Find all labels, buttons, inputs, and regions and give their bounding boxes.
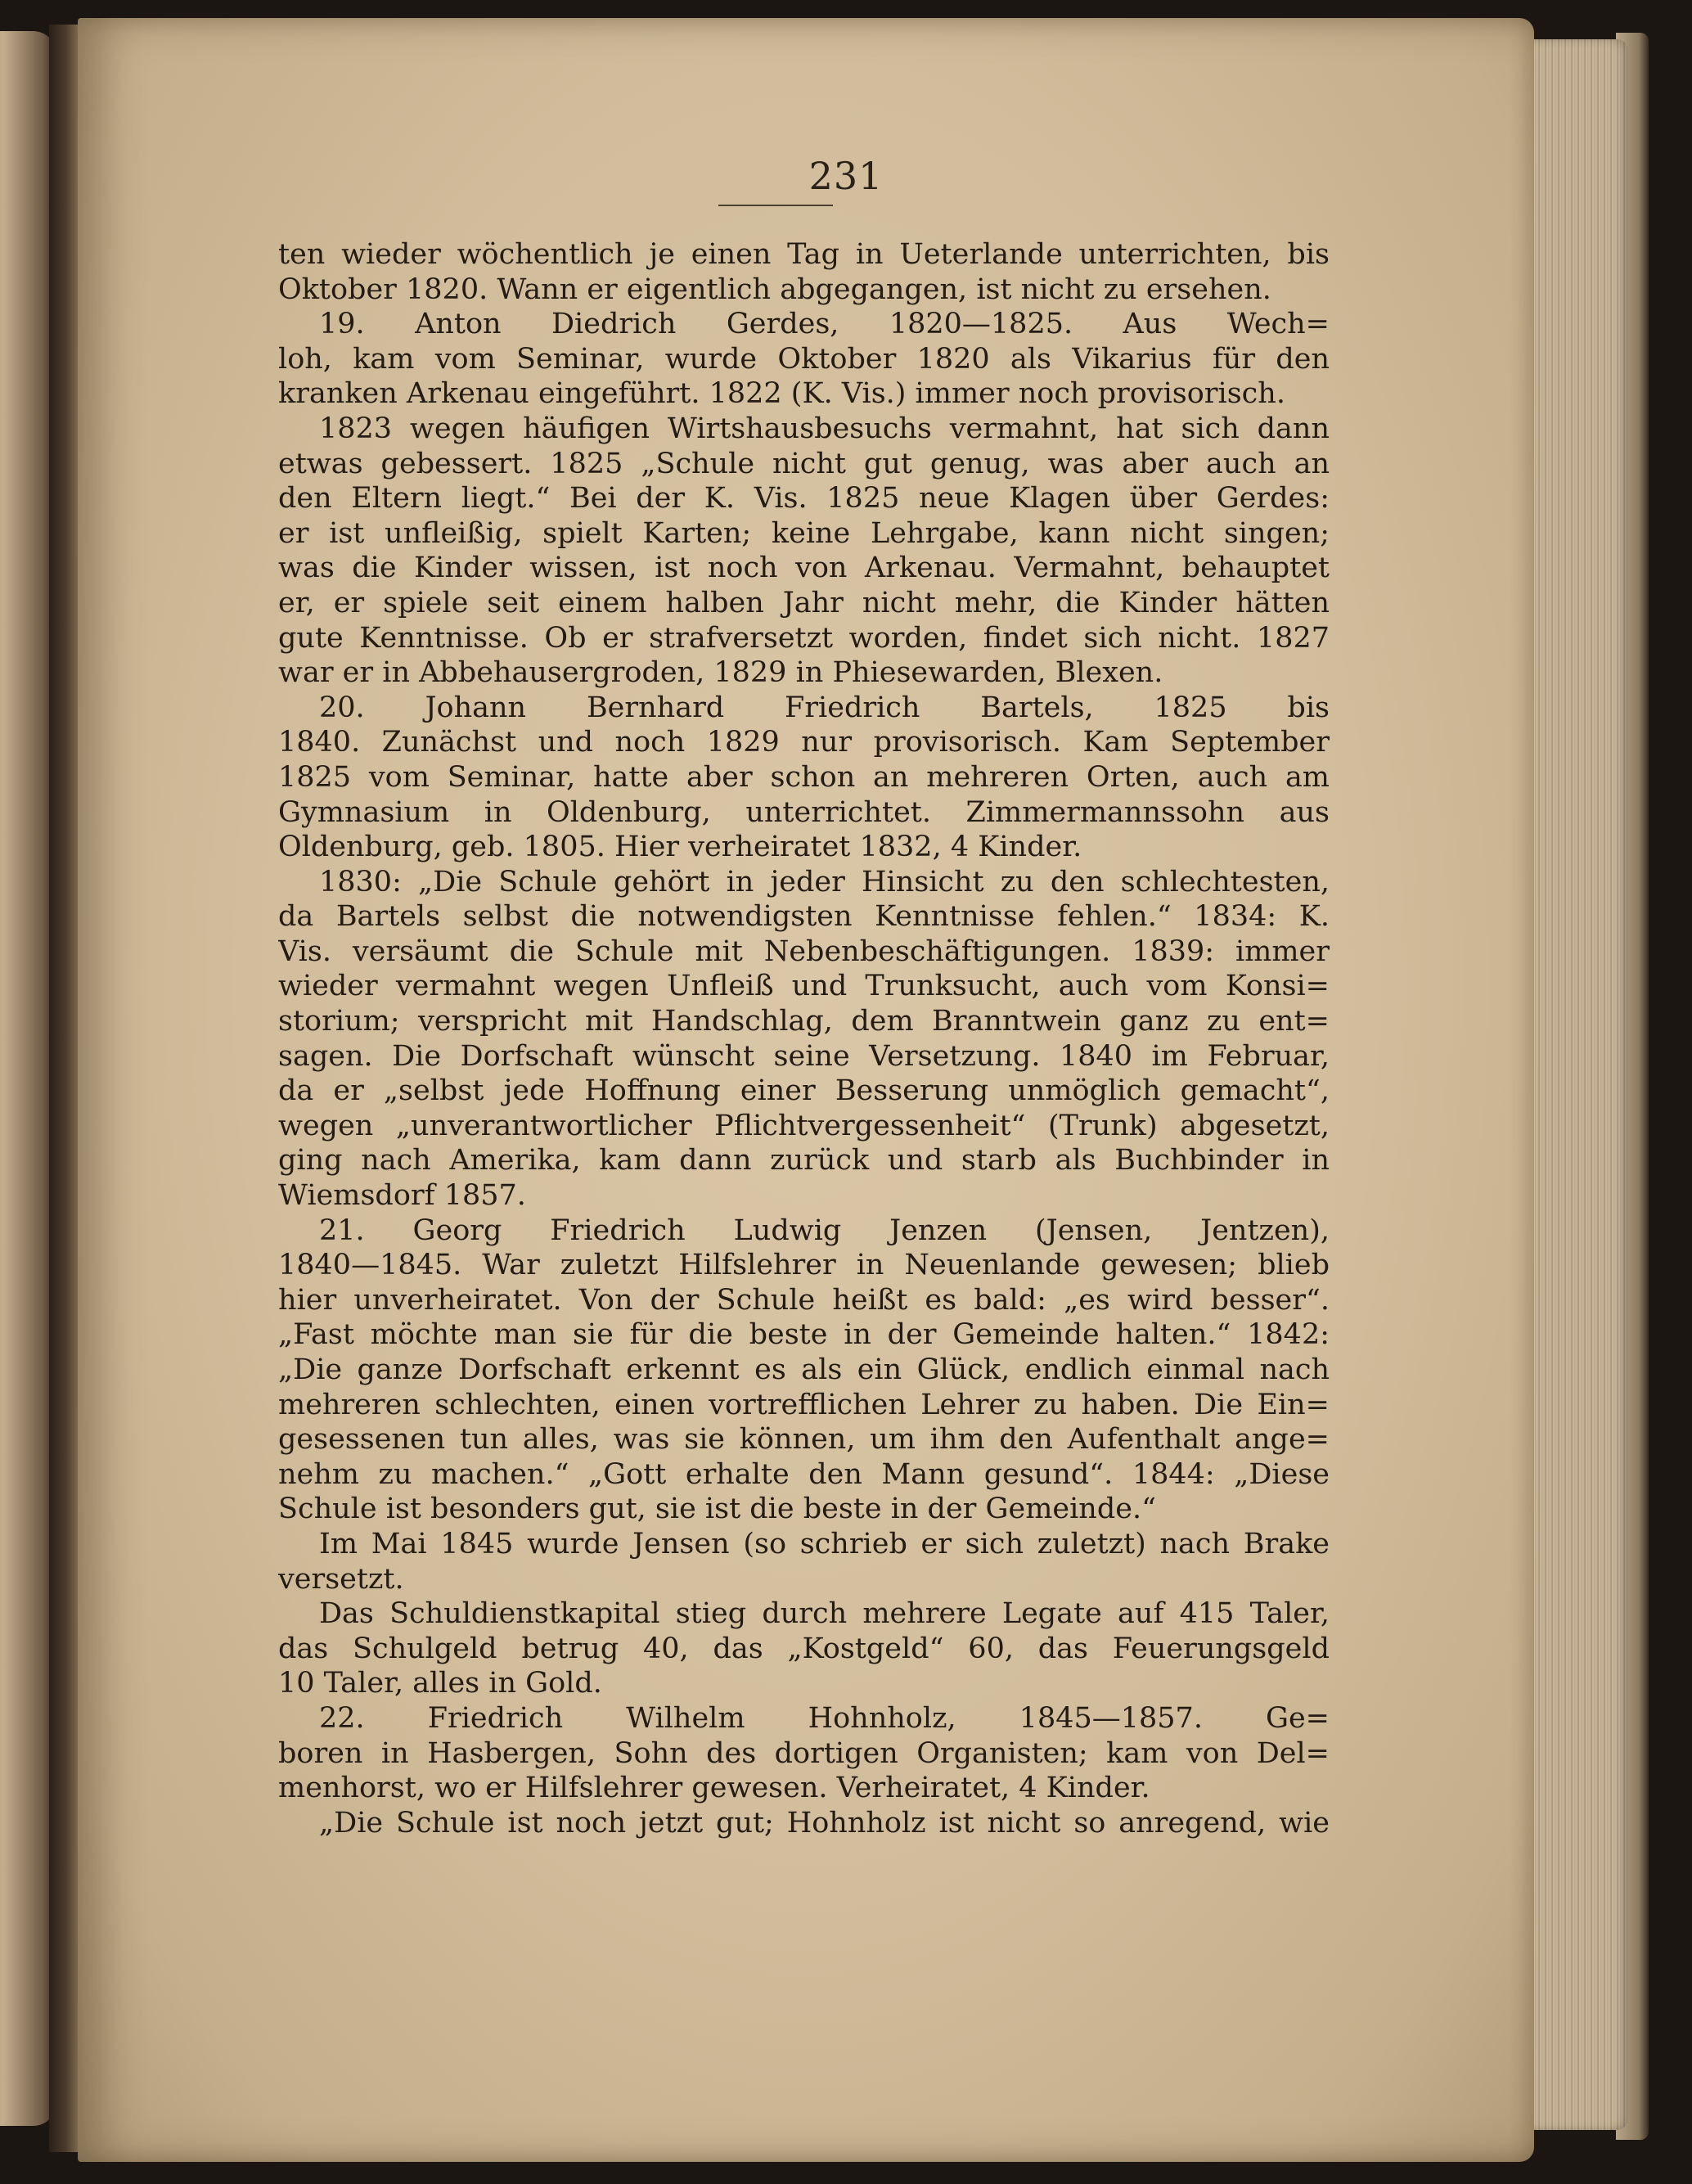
text-line: 20. Johann Bernhard Friedrich Bartels, 1825 bis: [319, 691, 1330, 724]
page-number: 231: [808, 154, 884, 198]
text-line: Oktober 1820. Wann er eigentlich abgegangen, ist nicht zu ersehen.: [278, 272, 1271, 306]
text-line: 1825 vom Seminar, hatte aber schon an mehreren Orten, auch am: [278, 760, 1330, 794]
text-line: storium; verspricht mit Handschlag, dem Branntwein ganz zu ent=: [278, 1005, 1330, 1038]
text-line: gute Kenntnisse. Ob er strafversetzt worden, findet sich nicht. 1827: [278, 621, 1330, 655]
text-line: „Die ganze Dorfschaft erkennt es als ein Glück, endlich einmal nach: [278, 1353, 1330, 1386]
text-line: 1823 wegen häufigen Wirtshausbesuchs vermahnt, hat sich dann: [319, 412, 1330, 445]
text-line: 1840—1845. War zuletzt Hilfslehrer in Neuenlande gewesen; blieb: [278, 1249, 1330, 1282]
text-line: gesessenen tun alles, was sie können, um ihm den Aufenthalt ange=: [278, 1423, 1330, 1457]
text-line: Schule ist besonders gut, sie ist die beste in der Gemeinde.“: [278, 1493, 1156, 1526]
text-line: Das Schuldienstkapital stieg durch mehrere Legate auf 415 Taler,: [319, 1597, 1330, 1631]
text-line: ging nach Amerika, kam dann zurück und starb als Buchbinder in: [278, 1144, 1330, 1178]
text-line: Gymnasium in Oldenburg, unterrichtet. Zimmermannssohn aus: [278, 795, 1330, 829]
text-line: Wiemsdorf 1857.: [278, 1179, 526, 1213]
text-line: Oldenburg, geb. 1805. Hier verheiratet 1832, 4 Kinder.: [278, 831, 1082, 864]
text-line: Vis. versäumt die Schule mit Nebenbeschäftigungen. 1839: immer: [278, 934, 1330, 968]
text-line: loh, kam vom Seminar, wurde Oktober 1820 als Vikarius für den: [278, 342, 1330, 376]
text-line: da er „selbst jede Hoffnung einer Besserung unmöglich gemacht“,: [278, 1074, 1330, 1108]
text-line: Im Mai 1845 wurde Jensen (so schrieb er sich zuletzt) nach Brake: [319, 1527, 1330, 1560]
text-line: den Eltern liegt.“ Bei der K. Vis. 1825 neue Klagen über Gerdes:: [278, 482, 1330, 516]
text-line: menhorst, wo er Hilfslehrer gewesen. Verheiratet, 4 Kinder.: [278, 1772, 1150, 1805]
text-line: mehreren schlechten, einen vortrefflichen Lehrer zu haben. Die Ein=: [278, 1388, 1330, 1421]
text-line: wieder vermahnt wegen Unfleiß und Trunksucht, auch vom Konsi=: [278, 970, 1330, 1003]
text-line: nehm zu machen.“ „Gott erhalte den Mann gesund“. 1844: „Diese: [278, 1457, 1330, 1491]
text-line: 21. Georg Friedrich Ludwig Jenzen (Jensen, Jentzen),: [319, 1214, 1330, 1247]
text-line: er ist unfleißig, spielt Karten; keine Lehrgabe, kann nicht singen;: [278, 516, 1330, 550]
text-line: das Schulgeld betrug 40, das „Kostgeld“ 60, das Feuerungsgeld: [278, 1632, 1330, 1665]
text-line: war er in Abbehausergroden, 1829 in Phiesewarden, Blexen.: [278, 656, 1163, 690]
text-line: „Fast möchte man sie für die beste in der Gemeinde halten.“ 1842:: [278, 1318, 1330, 1352]
text-line: 19. Anton Diedrich Gerdes, 1820—1825. Aus Wech=: [319, 308, 1330, 341]
book-gutter: [49, 25, 82, 2152]
text-line: wegen „unverantwortlicher Pflichtvergessenheit“ (Trunk) abgesetzt,: [278, 1109, 1330, 1142]
header-rule: [718, 205, 833, 206]
text-line: kranken Arkenau eingeführt. 1822 (K. Vis.) immer noch provisorisch.: [278, 377, 1285, 411]
body-text: [278, 237, 1330, 1840]
text-line: „Die Schule ist noch jetzt gut; Hohnholz ist nicht so anregend, wie: [319, 1806, 1330, 1840]
text-line: 22. Friedrich Wilhelm Hohnholz, 1845—1857. Ge=: [319, 1701, 1330, 1735]
text-line: versetzt.: [278, 1562, 404, 1596]
text-line: 1830: „Die Schule gehört in jeder Hinsicht zu den schlechtesten,: [319, 865, 1330, 898]
text-line: sagen. Die Dorfschaft wünscht seine Versetzung. 1840 im Februar,: [278, 1039, 1330, 1073]
text-line: 1840. Zunächst und noch 1829 nur provisorisch. Kam September: [278, 726, 1330, 759]
text-line: etwas gebessert. 1825 „Schule nicht gut genug, was aber auch an: [278, 447, 1330, 480]
text-line: er, er spiele seit einem halben Jahr nicht mehr, die Kinder hätten: [278, 586, 1330, 619]
text-line: was die Kinder wissen, ist noch von Arkenau. Vermahnt, behauptet: [278, 552, 1330, 585]
text-line: ten wieder wöchentlich je einen Tag in Ueterlande unterrichten, bis: [278, 238, 1330, 271]
text-line: 10 Taler, alles in Gold.: [278, 1667, 602, 1700]
text-line: da Bartels selbst die notwendigsten Kenntnisse fehlen.“ 1834: K.: [278, 900, 1330, 934]
text-line: hier unverheiratet. Von der Schule heißt es bald: „es wird besser“.: [278, 1283, 1330, 1317]
text-line: boren in Hasbergen, Sohn des dortigen Organisten; kam von Del=: [278, 1736, 1330, 1770]
